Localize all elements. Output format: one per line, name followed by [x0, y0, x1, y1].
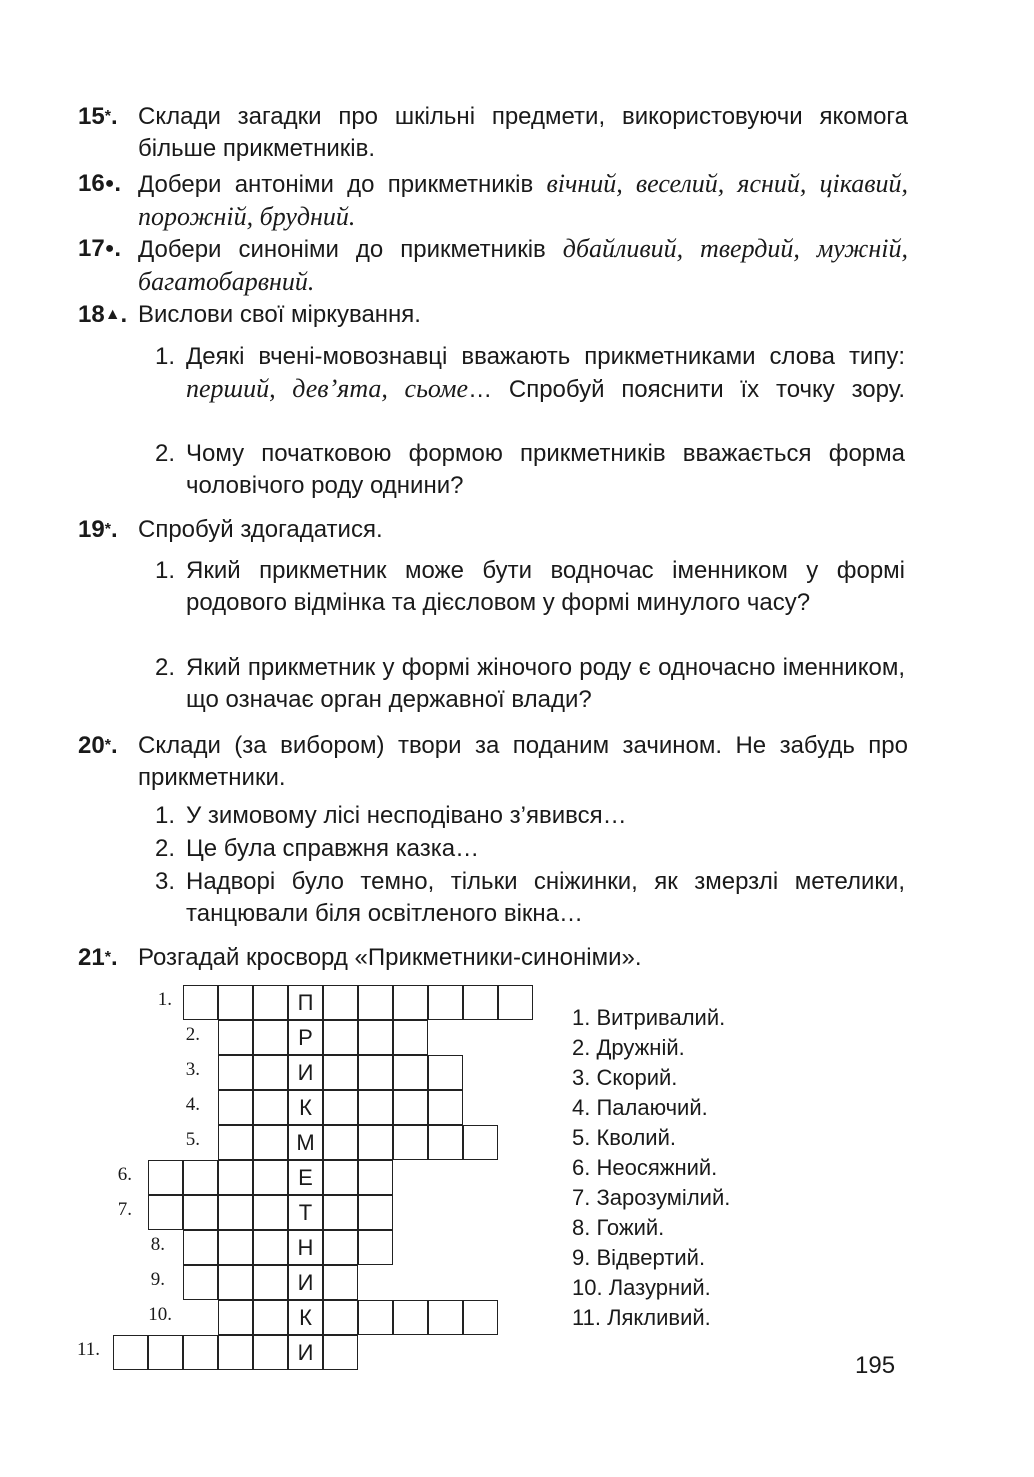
exercise-text: Спробуй здогадатися. [138, 516, 383, 543]
ex18-item-1: 1. Деякі вчені-мовознавці вважають прикметниками слова типу: перший, дев’ята, сьоме… Спробуй пояснити їх точку зору. [155, 343, 905, 403]
crossword-row-number: 10. [148, 1304, 172, 1325]
ex20-item-2: 2. Це була справжня казка… [155, 835, 480, 862]
exercise-text: Розгадай кросворд «Прикметники-синоніми». [138, 944, 642, 971]
crossword-cell[interactable] [148, 1335, 183, 1370]
crossword-cell[interactable] [393, 1020, 428, 1055]
crossword-cell[interactable] [183, 985, 218, 1020]
exercise-text: Добери антоніми до прикметників вічний, веселий, ясний, цікавий, порожній, брудний. [138, 169, 908, 231]
exercise-19 [78, 514, 908, 546]
crossword-cell[interactable] [183, 1195, 218, 1230]
crossword-cell[interactable] [183, 1335, 218, 1370]
clue: 8. Гожий. [572, 1215, 665, 1240]
crossword-cell[interactable] [218, 1230, 253, 1265]
crossword-cell[interactable] [253, 985, 288, 1020]
ex20-item-1: 1. У зимовому лісі несподівано з’явився… [155, 802, 627, 829]
clue: 5. Кволий. [572, 1125, 676, 1150]
crossword-cell[interactable] [183, 1230, 218, 1265]
crossword-cell[interactable] [253, 1230, 288, 1265]
crossword-cell[interactable] [393, 1300, 428, 1335]
crossword-cell[interactable] [358, 1055, 393, 1090]
clue: 2. Дружній. [572, 1035, 685, 1060]
crossword-row-number: 7. [117, 1199, 132, 1220]
exercise-number: 15*. [78, 103, 118, 130]
crossword-cell[interactable] [218, 1055, 253, 1090]
crossword-row-number: 11. [76, 1339, 100, 1360]
crossword-cell[interactable] [253, 1265, 288, 1300]
crossword-cell[interactable] [428, 1125, 463, 1160]
ex20-item-3: 3. Надворі було темно, тільки сніжинки, як змерзлі метелики, танцювали біля освітленого вікна… [155, 868, 905, 927]
exercise-number: 20*. [78, 732, 118, 759]
crossword-cell[interactable] [218, 1300, 253, 1335]
crossword-cell[interactable] [253, 1195, 288, 1230]
crossword-cell[interactable] [323, 1230, 358, 1265]
crossword-cell[interactable] [323, 1090, 358, 1125]
crossword-cell[interactable] [393, 1055, 428, 1090]
exercise-16 [78, 168, 908, 234]
ex19-item-1: 1. Який прикметник може бути водночас іменником у формі родового відмінка та дієсловом у формі минулого часу? [155, 557, 905, 616]
crossword-key-cell[interactable]: И [288, 1265, 323, 1300]
crossword-cell[interactable] [498, 985, 533, 1020]
clue: 6. Неосяжний. [572, 1155, 718, 1180]
crossword-cell[interactable] [253, 1160, 288, 1195]
crossword-cell[interactable] [358, 1160, 393, 1195]
exercise-18 [78, 299, 908, 331]
clue: 4. Палаючий. [572, 1095, 708, 1120]
crossword-cell[interactable] [253, 1020, 288, 1055]
crossword-cell[interactable] [463, 1300, 498, 1335]
crossword-clues [572, 1003, 730, 1333]
crossword-row-number: 1. [157, 989, 172, 1010]
clue: 11. Лякливий. [572, 1305, 711, 1330]
exercise-number: 16●. [78, 170, 122, 197]
crossword-cell[interactable] [148, 1195, 183, 1230]
crossword-cell[interactable] [358, 1195, 393, 1230]
exercise-21 [78, 942, 908, 974]
crossword-cell[interactable] [253, 1300, 288, 1335]
exercise-20 [78, 730, 908, 794]
crossword-key-cell[interactable]: М [288, 1125, 323, 1160]
crossword-cell[interactable] [393, 1090, 428, 1125]
crossword-cell[interactable] [323, 1265, 358, 1300]
crossword-cell[interactable] [253, 1055, 288, 1090]
crossword-key-cell[interactable]: И [288, 1055, 323, 1090]
crossword-cell[interactable] [358, 1300, 393, 1335]
crossword-row-number: 6. [117, 1164, 132, 1185]
crossword-cell[interactable] [323, 1160, 358, 1195]
crossword-cell[interactable] [218, 985, 253, 1020]
crossword-cell[interactable] [358, 1090, 393, 1125]
crossword-cell[interactable] [323, 1300, 358, 1335]
page-number: 195 [855, 1352, 896, 1379]
crossword-cell[interactable] [253, 1335, 288, 1370]
crossword-row-number: 8. [150, 1234, 165, 1255]
crossword-cell[interactable] [463, 985, 498, 1020]
crossword-row-number: 5. [185, 1129, 200, 1150]
crossword-cell[interactable] [113, 1335, 148, 1370]
exercise-text: Склади (за вибором) твори за поданим зачином. Не забудь про прикметники. [138, 732, 908, 791]
clue: 1. Витривалий. [572, 1005, 726, 1030]
crossword-row-number: 4. [185, 1094, 200, 1115]
crossword-row-number: 3. [185, 1059, 200, 1080]
crossword-cell[interactable] [218, 1195, 253, 1230]
exercise-17 [78, 233, 908, 299]
crossword-cell[interactable] [148, 1160, 183, 1195]
crossword-cell[interactable] [218, 1160, 253, 1195]
exercise-text: Склади загадки про шкільні предмети, використовуючи якомога більше прикметників. [138, 103, 908, 162]
crossword-cell[interactable] [428, 1300, 463, 1335]
crossword-cell[interactable] [218, 1090, 253, 1125]
crossword-cell[interactable] [183, 1160, 218, 1195]
crossword-key-cell[interactable]: К [288, 1300, 323, 1335]
crossword-cell[interactable] [183, 1265, 218, 1300]
clue: 9. Відвертий. [572, 1245, 706, 1270]
crossword-cell[interactable] [323, 1055, 358, 1090]
crossword-cell[interactable] [393, 1125, 428, 1160]
crossword-cell[interactable] [253, 1090, 288, 1125]
crossword-row-number: 2. [185, 1024, 200, 1045]
crossword-cell[interactable] [218, 1265, 253, 1300]
crossword-cell[interactable] [428, 985, 463, 1020]
clue: 7. Зарозумілий. [572, 1185, 731, 1210]
italic-words: вічний, веселий, ясний, цікавий, порожній, брудний. [138, 169, 908, 231]
crossword-key-cell[interactable]: П [288, 985, 323, 1020]
crossword-cell[interactable] [218, 1020, 253, 1055]
crossword-key-cell[interactable]: Т [288, 1195, 323, 1230]
exercise-text: Вислови свої міркування. [138, 301, 421, 328]
crossword-cell[interactable] [393, 985, 428, 1020]
clue: 3. Скорий. [572, 1065, 678, 1090]
crossword-key-cell[interactable]: Е [288, 1160, 323, 1195]
crossword-cell[interactable] [323, 1335, 358, 1370]
crossword-cell[interactable] [323, 1195, 358, 1230]
ex18-item-2: 2. Чому початковою формою прикметників вважається форма чоловічого роду однини? [155, 440, 905, 499]
clue: 10. Лазурний. [572, 1275, 711, 1300]
exercise-15 [78, 101, 908, 165]
crossword-cell[interactable] [323, 1125, 358, 1160]
ex19-item-2: 2. Який прикметник у формі жіночого роду є одночасно іменником, що означає орган державної влади? [155, 654, 905, 713]
crossword-cell[interactable] [358, 1125, 393, 1160]
exercise-number: 21*. [78, 944, 118, 971]
crossword-row-number: 9. [150, 1269, 165, 1290]
crossword-cell[interactable] [428, 1055, 463, 1090]
crossword-cell[interactable] [358, 1230, 393, 1265]
exercise-text: Добери синоніми до прикметників дбайливий, твердий, мужній, багатобарвний. [138, 234, 908, 296]
exercise-number: 19*. [78, 516, 118, 543]
crossword-key-cell[interactable]: Р [288, 1020, 323, 1055]
crossword-cell[interactable] [218, 1125, 253, 1160]
crossword-cell[interactable] [358, 1020, 393, 1055]
exercise-number: 17●. [78, 235, 122, 262]
exercise-number: 18▲. [78, 301, 128, 328]
crossword-key-cell[interactable]: Н [288, 1230, 323, 1265]
crossword-cell[interactable] [218, 1335, 253, 1370]
crossword-cell[interactable] [428, 1090, 463, 1125]
crossword-cell[interactable] [358, 985, 393, 1020]
crossword-cell[interactable] [253, 1125, 288, 1160]
italic-words: дбайливий, твердий, мужній, багатобарвний. [138, 234, 908, 296]
crossword-cell[interactable] [323, 985, 358, 1020]
crossword-key-cell[interactable]: И [288, 1335, 323, 1370]
crossword-cell[interactable] [463, 1125, 498, 1160]
crossword-key-cell[interactable]: К [288, 1090, 323, 1125]
crossword-cell[interactable] [323, 1020, 358, 1055]
